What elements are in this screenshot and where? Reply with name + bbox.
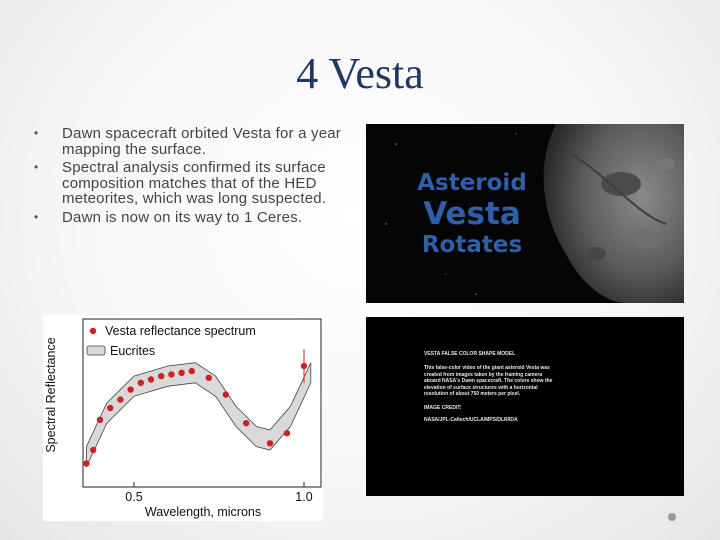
vesta-data-point xyxy=(138,380,144,386)
asteroid-label-line1: Asteroid xyxy=(417,170,527,196)
vesta-data-point xyxy=(267,440,273,446)
vesta-data-point xyxy=(90,447,96,453)
x-tick-label: 0.5 xyxy=(125,490,143,504)
eucrites-band xyxy=(86,363,310,467)
bullet-item xyxy=(28,210,348,226)
vesta-data-point xyxy=(178,370,184,376)
vesta-data-point xyxy=(243,420,249,426)
asteroid-label-line3: Rotates xyxy=(421,232,523,258)
asteroid-illustration xyxy=(366,124,684,303)
vesta-data-point xyxy=(97,417,103,423)
vesta-data-point xyxy=(168,371,174,377)
panel-heading: VESTA FALSE COLOR SHAPE MODEL xyxy=(424,351,516,357)
bullet-text: Spectral analysis confirmed its surface composition matches that of the HED meteorites, which was long suspected. xyxy=(62,159,327,207)
bullet-text: Dawn is now on its way to 1 Ceres. xyxy=(62,208,303,226)
reflectance-chart-svg xyxy=(43,315,323,521)
slide-corner-dot xyxy=(668,513,676,521)
legend-eucrites-label: Eucrites xyxy=(110,344,156,358)
vesta-shape-model-video[interactable] xyxy=(366,317,684,496)
bullet-item xyxy=(28,160,348,207)
panel-credit: NASA/JPL-Caltech/UCLA/MPS/DLR/IDA xyxy=(424,417,518,423)
vesta-data-point xyxy=(284,430,290,436)
vesta-data-point xyxy=(189,368,195,374)
bullet-icon: • xyxy=(34,209,39,224)
panel-credit-label: IMAGE CREDIT: xyxy=(424,405,462,411)
vesta-data-point xyxy=(148,376,154,382)
slide-title: 4 Vesta xyxy=(296,49,424,98)
x-axis-label: Wavelength, microns xyxy=(144,505,262,519)
legend-vesta-marker xyxy=(90,328,96,334)
vesta-data-point xyxy=(117,396,123,402)
x-tick-label: 1.0 xyxy=(295,490,313,504)
legend-eucrites-swatch xyxy=(87,346,105,355)
bullet-icon: • xyxy=(34,160,39,174)
bullet-item xyxy=(28,126,348,157)
panel-body: This false-color video of the giant asteroid Vesta was created from images taken by the framing camera aboard NASA's Dawn spacecraft. The colors show the elevation of surface structures with a horizontal resolution of about 750 meters per pixel. xyxy=(424,365,553,397)
asteroid-label-line2: Vesta xyxy=(423,196,521,232)
asteroid-vesta-image[interactable] xyxy=(366,124,684,303)
vesta-data-point xyxy=(223,391,229,397)
bullet-text: Dawn spacecraft orbited Vesta for a year mapping the surface. xyxy=(62,125,341,158)
legend-vesta-label: Vesta reflectance spectrum xyxy=(105,324,256,338)
vesta-data-point xyxy=(83,460,89,466)
vesta-data-point xyxy=(107,405,113,411)
reflectance-chart xyxy=(43,315,323,521)
vesta-data-point xyxy=(301,363,307,369)
vesta-data-point xyxy=(206,375,212,381)
y-axis-label: Spectral Reflectance xyxy=(44,337,58,453)
vesta-data-point xyxy=(127,386,133,392)
bullet-icon: • xyxy=(34,126,39,140)
vesta-data-point xyxy=(158,373,164,379)
bullet-list xyxy=(28,126,348,228)
